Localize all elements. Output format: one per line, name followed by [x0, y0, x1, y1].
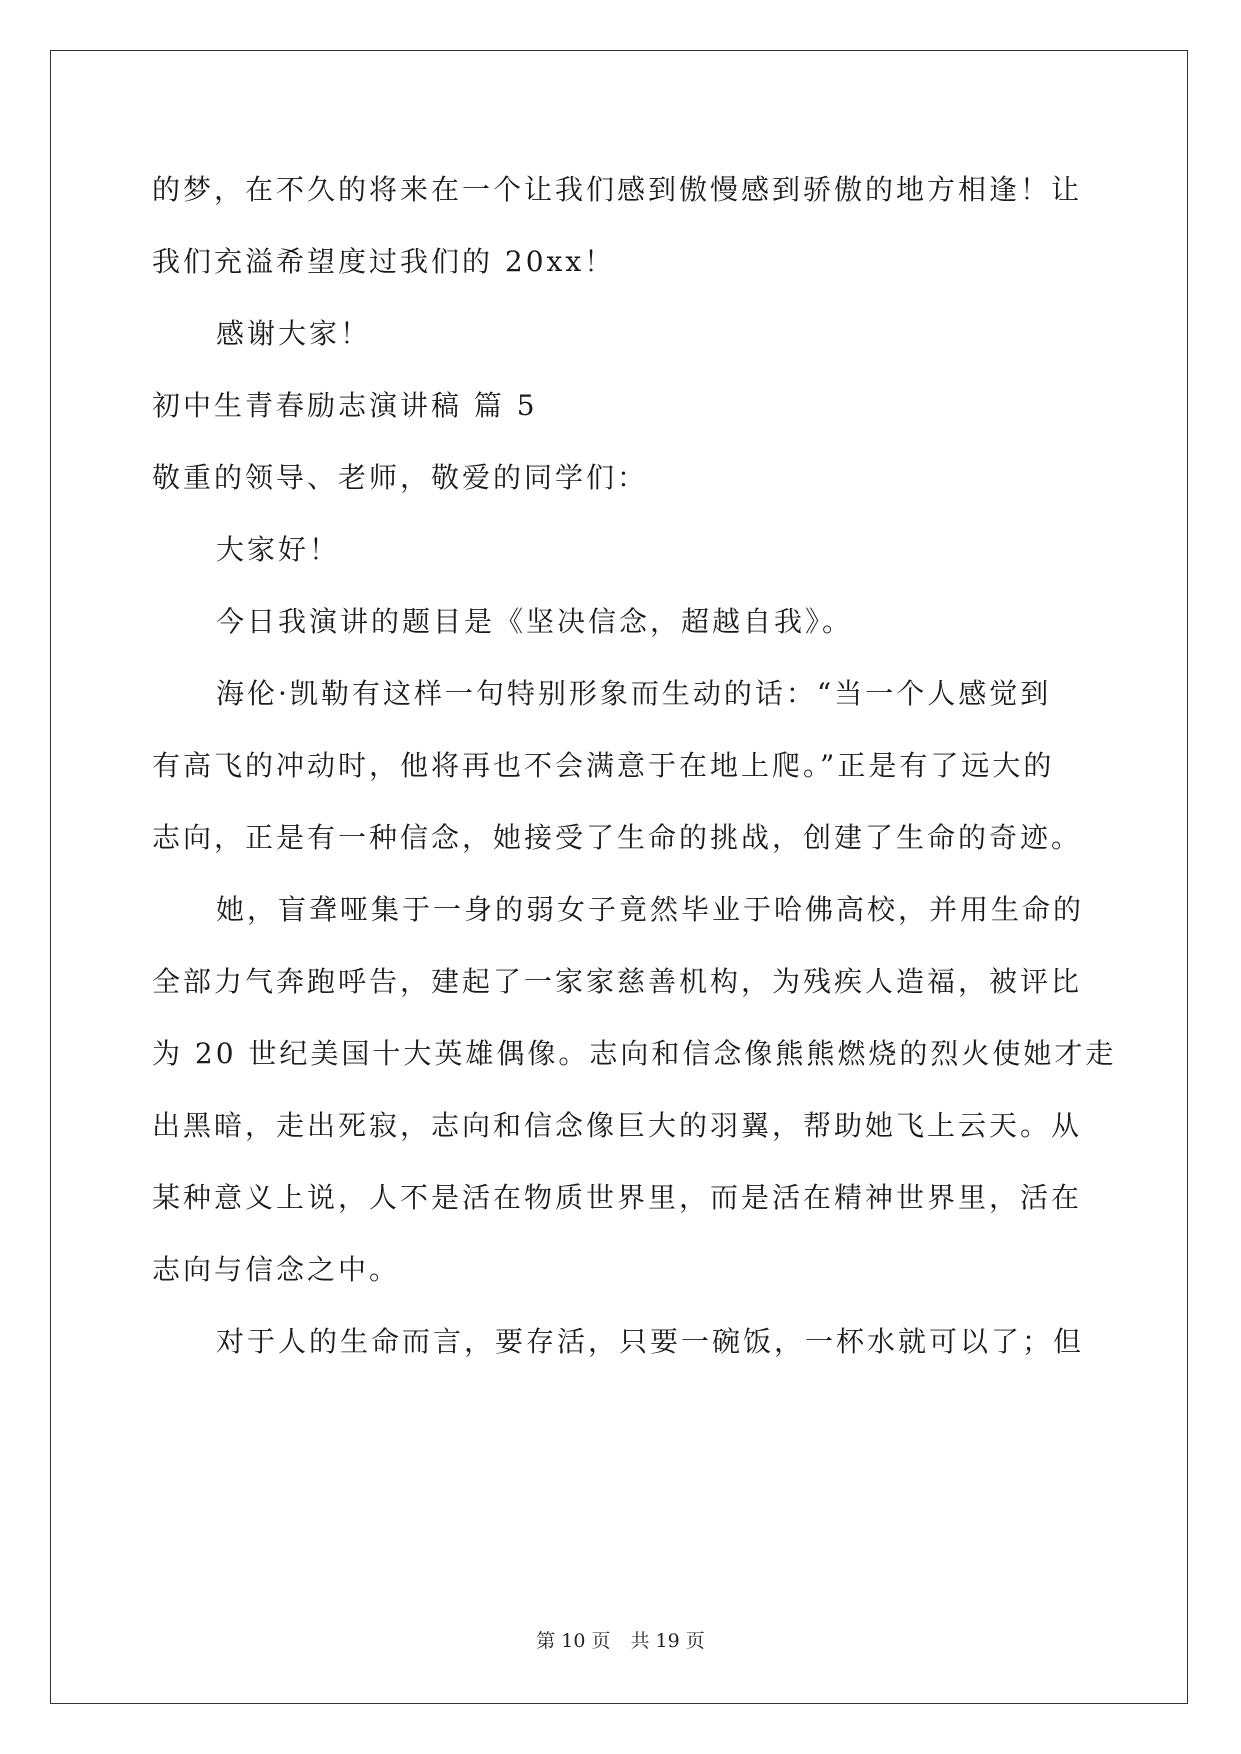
salutation: 敬重的领导、老师，敬爱的同学们： — [152, 461, 649, 494]
page-border — [50, 50, 1188, 1704]
text-line: 出黑暗，走出死寂，志向和信念像巨大的羽翼，帮助她飞上云天。从 — [152, 1109, 1083, 1142]
text-line: 对于人的生命而言，要存活，只要一碗饭，一杯水就可以了；但 — [216, 1325, 1085, 1358]
page-footer — [0, 1626, 1241, 1653]
text-line: 海伦·凯勒有这样一句特别形象而生动的话：“当一个人感觉到 — [216, 677, 1052, 710]
section-heading: 初中生青春励志演讲稿 篇 5 — [152, 389, 538, 422]
text-line: 全部力气奔跑呼告，建起了一家家慈善机构，为残疾人造福，被评比 — [152, 965, 1083, 998]
text-line: 有高飞的冲动时，他将再也不会满意于在地上爬。”正是有了远大的 — [152, 749, 1055, 782]
text-line: 今日我演讲的题目是《坚决信念，超越自我》。 — [216, 605, 854, 638]
page-number: 第 10 页 — [536, 1630, 611, 1652]
text-line: 感谢大家！ — [216, 317, 372, 350]
text-line: 的梦，在不久的将来在一个让我们感到傲慢感到骄傲的地方相逢！让 — [152, 173, 1083, 206]
text-line: 志向，正是有一种信念，她接受了生命的挑战，创建了生命的奇迹。 — [152, 821, 1083, 854]
text-line: 某种意义上说，人不是活在物质世界里，而是活在精神世界里，活在 — [152, 1181, 1083, 1214]
text-line: 志向与信念之中。 — [152, 1253, 401, 1286]
text-line: 我们充溢希望度过我们的 20xx！ — [152, 245, 616, 278]
text-line: 为 20 世纪美国十大英雄偶像。志向和信念像熊熊燃烧的烈火使她才走 — [152, 1037, 1117, 1070]
page-total: 共 19 页 — [630, 1630, 705, 1652]
greeting: 大家好！ — [216, 533, 341, 566]
text-line: 她，盲聋哑集于一身的弱女子竟然毕业于哈佛高校，并用生命的 — [216, 893, 1085, 926]
